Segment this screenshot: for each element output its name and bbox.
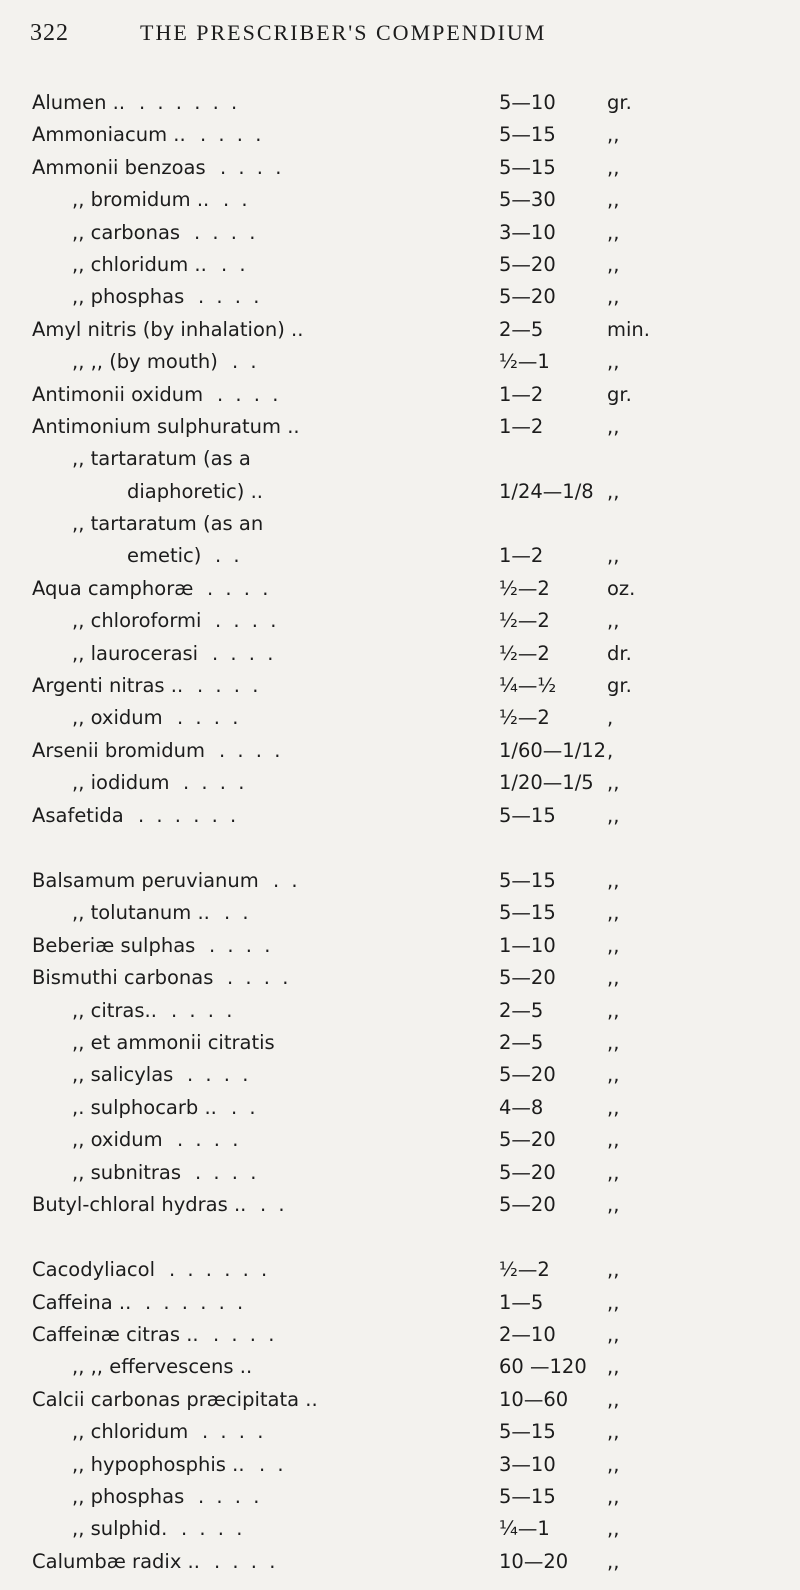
- list-item: [32, 1254, 772, 1286]
- dose-unit: ,,: [607, 220, 620, 244]
- list-item: [32, 540, 772, 572]
- list-item: [32, 1416, 772, 1448]
- leader-dots: . . . .: [183, 771, 248, 795]
- leader-dots: . . . .: [220, 155, 285, 179]
- dose-range: 5—15: [499, 1420, 556, 1444]
- leader-dots: . . . . . .: [169, 1258, 271, 1282]
- drug-name: emetic): [127, 544, 202, 568]
- dose-unit: ,,: [607, 123, 620, 147]
- dose-unit: ,,: [607, 1355, 620, 1379]
- drug-name: ,, iodidum: [72, 771, 170, 795]
- leader-dots: . .: [215, 544, 243, 568]
- list-item: [32, 1546, 772, 1578]
- dose-unit: ,,: [607, 350, 620, 374]
- dose-range: ¼—½: [499, 674, 557, 698]
- dose-unit: ,,: [607, 252, 620, 276]
- page-header: [30, 20, 770, 47]
- dose-range: 5—20: [499, 1128, 556, 1152]
- list-item: [32, 573, 772, 605]
- leader-dots: . . . .: [202, 1420, 267, 1444]
- leader-dots: . . . .: [177, 1128, 242, 1152]
- list-item: [32, 605, 772, 637]
- section-gap: [32, 832, 772, 865]
- list-item: [32, 767, 772, 799]
- dose-unit: gr.: [607, 91, 632, 114]
- dose-range: 60 —120: [499, 1355, 587, 1379]
- drug-name: Caffeina ..: [32, 1290, 132, 1314]
- list-item: [32, 184, 772, 216]
- drug-name: Argenti nitras ..: [32, 674, 184, 698]
- list-item: [32, 995, 772, 1027]
- dose-unit: ,,: [607, 1517, 620, 1541]
- dose-unit: ,,: [607, 771, 620, 795]
- list-item: [32, 152, 772, 184]
- dose-range: 5—20: [499, 252, 556, 276]
- dose-range: 2—10: [499, 1323, 556, 1347]
- dose-list: [32, 87, 772, 1578]
- dose-range: 10—20: [499, 1549, 569, 1573]
- drug-name: ,, phosphas: [72, 285, 185, 309]
- drug-name: ,, tolutanum ..: [72, 901, 210, 925]
- drug-name: Calumbæ radix ..: [32, 1549, 200, 1573]
- leader-dots: . . . .: [215, 609, 280, 633]
- list-item: [32, 865, 772, 897]
- drug-name: Ammoniacum ..: [32, 123, 186, 147]
- drug-name: ,, chloroformi: [72, 609, 202, 633]
- drug-name: ,. sulphocarb ..: [72, 1095, 217, 1119]
- list-item: [32, 800, 772, 832]
- drug-name: ,, carbonas: [72, 220, 181, 244]
- dose-range: 5—20: [499, 1063, 556, 1087]
- drug-name: ,, phosphas: [72, 1485, 185, 1509]
- dose-unit: dr.: [607, 641, 632, 665]
- dose-unit: ,,: [607, 933, 620, 957]
- list-item: [32, 1449, 772, 1481]
- drug-name: Arsenii bromidum: [32, 738, 205, 762]
- drug-name: ,, laurocerasi: [72, 641, 199, 665]
- dose-range: 3—10: [499, 1452, 556, 1476]
- leader-dots: . .: [224, 901, 252, 925]
- drug-name: Beberiæ sulphas: [32, 933, 196, 957]
- dose-range: ½—2: [499, 1258, 550, 1282]
- page-number: 322: [30, 20, 69, 46]
- list-item: [32, 897, 772, 929]
- list-item: [32, 281, 772, 313]
- drug-name: ,, tartaratum (as a: [72, 447, 251, 471]
- dose-unit: ,,: [607, 1387, 620, 1411]
- list-item: [32, 1124, 772, 1156]
- leader-dots: . . . .: [200, 123, 265, 147]
- list-item: [32, 1027, 772, 1059]
- leader-dots: . . . .: [209, 933, 274, 957]
- drug-name: Aqua camphoræ: [32, 576, 194, 600]
- list-item: [32, 443, 772, 475]
- dose-unit: ,,: [607, 1323, 620, 1347]
- drug-name: ,, chloridum: [72, 1420, 189, 1444]
- dose-unit: ,: [607, 706, 614, 730]
- leader-dots: . . . .: [227, 966, 292, 990]
- list-item: [32, 1059, 772, 1091]
- dose-range: 1/60—1/12: [499, 738, 607, 762]
- dose-range: 5—20: [499, 966, 556, 990]
- dose-unit: ,,: [607, 803, 620, 827]
- list-item: [32, 249, 772, 281]
- list-item: [32, 735, 772, 767]
- dose-range: 2—5: [499, 998, 544, 1022]
- dose-unit: ,,: [607, 1030, 620, 1054]
- leader-dots: . . . .: [194, 220, 259, 244]
- drug-name: Butyl-chloral hydras ..: [32, 1192, 247, 1216]
- leader-dots: . . . . . .: [139, 91, 241, 114]
- leader-dots: . . . .: [213, 1323, 278, 1347]
- dose-unit: ,,: [607, 1549, 620, 1573]
- list-item: [32, 670, 772, 702]
- leader-dots: . . . . . .: [138, 803, 240, 827]
- dose-range: 4—8: [499, 1095, 544, 1119]
- dose-unit: ,,: [607, 544, 620, 568]
- leader-dots: . . . .: [171, 998, 236, 1022]
- dose-range: 5—15: [499, 155, 556, 179]
- drug-name: ,, salicylas: [72, 1063, 174, 1087]
- dose-range: 2—5: [499, 1030, 544, 1054]
- drug-name: ,, oxidum: [72, 1128, 163, 1152]
- list-item: [32, 1481, 772, 1513]
- dose-unit: gr.: [607, 674, 632, 698]
- dose-unit: ,,: [607, 1128, 620, 1152]
- dose-range: 1—2: [499, 414, 544, 438]
- dose-unit: ,,: [607, 188, 620, 212]
- leader-dots: . . . .: [198, 1485, 263, 1509]
- leader-dots: . . . .: [177, 706, 242, 730]
- dose-unit: ,,: [607, 414, 620, 438]
- dose-unit: ,,: [607, 479, 620, 503]
- drug-name: Asafetida: [32, 803, 124, 827]
- drug-name: diaphoretic) ..: [127, 479, 263, 503]
- list-item: [32, 1092, 772, 1124]
- leader-dots: . . . .: [198, 285, 263, 309]
- drug-name: Caffeinæ citras ..: [32, 1323, 199, 1347]
- dose-range: 5—20: [499, 1192, 556, 1216]
- drug-name: Amyl nitris (by inhalation) ..: [32, 317, 304, 341]
- dose-range: 1/20—1/5: [499, 771, 594, 795]
- drug-name: ,, ,, effervescens ..: [72, 1355, 253, 1379]
- drug-name: ,, oxidum: [72, 706, 163, 730]
- leader-dots: . .: [221, 252, 249, 276]
- dose-range: ½—2: [499, 641, 550, 665]
- list-item: [32, 1287, 772, 1319]
- dose-unit: ,,: [607, 1192, 620, 1216]
- dose-unit: ,: [607, 738, 614, 762]
- dose-unit: ,,: [607, 1290, 620, 1314]
- dose-range: 5—15: [499, 868, 556, 892]
- drug-name: Cacodyliacol: [32, 1258, 155, 1282]
- drug-name: ,, tartaratum (as an: [72, 512, 264, 536]
- dose-range: ½—2: [499, 706, 550, 730]
- drug-name: Alumen ..: [32, 91, 126, 114]
- drug-name: Ammonii benzoas: [32, 155, 206, 179]
- dose-unit: ,,: [607, 1452, 620, 1476]
- dose-unit: ,,: [607, 1063, 620, 1087]
- list-item: [32, 379, 772, 411]
- dose-unit: min.: [607, 317, 650, 341]
- dose-range: 5—15: [499, 1485, 556, 1509]
- section-gap: [32, 1221, 772, 1254]
- leader-dots: . . . .: [181, 1517, 246, 1541]
- dose-range: 10—60: [499, 1387, 569, 1411]
- list-item: [32, 1384, 772, 1416]
- list-item: [32, 119, 772, 151]
- dose-unit: ,,: [607, 1160, 620, 1184]
- drug-name: Calcii carbonas præcipitata ..: [32, 1387, 318, 1411]
- dose-unit: ,,: [607, 155, 620, 179]
- list-item: [32, 508, 772, 540]
- list-item: [32, 217, 772, 249]
- dose-unit: ,,: [607, 285, 620, 309]
- leader-dots: . .: [273, 868, 301, 892]
- dose-range: 1—2: [499, 544, 544, 568]
- dose-unit: ,,: [607, 998, 620, 1022]
- drug-name: Bismuthi carbonas: [32, 966, 214, 990]
- dose-unit: ,,: [607, 868, 620, 892]
- list-item: [32, 1189, 772, 1221]
- drug-name: ,, chloridum ..: [72, 252, 207, 276]
- leader-dots: . . . .: [187, 1063, 252, 1087]
- drug-name: ,, subnitras: [72, 1160, 182, 1184]
- dose-unit: ,,: [607, 1095, 620, 1119]
- list-item: [32, 346, 772, 378]
- leader-dots: . . . .: [197, 674, 262, 698]
- dose-range: 3—10: [499, 220, 556, 244]
- leader-dots: . . . .: [207, 576, 272, 600]
- drug-name: ,, et ammonii citratis: [72, 1030, 275, 1054]
- drug-name: Antimonium sulphuratum ..: [32, 414, 300, 438]
- leader-dots: . . . . . .: [145, 1290, 247, 1314]
- list-item: [32, 87, 772, 119]
- list-item: [32, 1319, 772, 1351]
- list-item: [32, 476, 772, 508]
- drug-name: Antimonii oxidum: [32, 382, 204, 406]
- list-item: [32, 314, 772, 346]
- dose-range: 1—5: [499, 1290, 544, 1314]
- dose-unit: ,,: [607, 1485, 620, 1509]
- dose-unit: ,,: [607, 1420, 620, 1444]
- dose-range: 5—10: [499, 91, 556, 114]
- list-item: [32, 638, 772, 670]
- leader-dots: . .: [259, 1452, 287, 1476]
- drug-name: ,, citras..: [72, 998, 157, 1022]
- dose-range: 5—15: [499, 803, 556, 827]
- list-item: [32, 1351, 772, 1383]
- dose-range: 2—5: [499, 317, 544, 341]
- dose-range: ¼—1: [499, 1517, 550, 1541]
- drug-name: ,, ,, (by mouth): [72, 350, 218, 374]
- leader-dots: . . . .: [219, 738, 284, 762]
- list-item: [32, 930, 772, 962]
- dose-unit: ,,: [607, 609, 620, 633]
- dose-unit: ,,: [607, 901, 620, 925]
- leader-dots: . . . .: [217, 382, 282, 406]
- dose-range: ½—1: [499, 350, 550, 374]
- drug-name: ,, hypophosphis ..: [72, 1452, 245, 1476]
- leader-dots: . .: [231, 1095, 259, 1119]
- dose-unit: gr.: [607, 382, 632, 406]
- leader-dots: . . . .: [214, 1549, 279, 1573]
- leader-dots: . .: [232, 350, 260, 374]
- drug-name: Balsamum peruvianum: [32, 868, 259, 892]
- dose-unit: ,,: [607, 1258, 620, 1282]
- drug-name: ,, sulphid.: [72, 1517, 168, 1541]
- dose-unit: oz.: [607, 576, 636, 600]
- dose-range: ½—2: [499, 609, 550, 633]
- leader-dots: . .: [260, 1192, 288, 1216]
- list-item: [32, 962, 772, 994]
- dose-range: 1—2: [499, 382, 544, 406]
- leader-dots: . .: [223, 188, 251, 212]
- list-item: [32, 702, 772, 734]
- leader-dots: . . . .: [195, 1160, 260, 1184]
- dose-range: 5—15: [499, 901, 556, 925]
- list-item: [32, 1513, 772, 1545]
- list-item: [32, 411, 772, 443]
- dose-range: 5—15: [499, 123, 556, 147]
- dose-unit: ,,: [607, 966, 620, 990]
- dose-range: 5—20: [499, 1160, 556, 1184]
- dose-range: 5—20: [499, 285, 556, 309]
- drug-name: ,, bromidum ..: [72, 188, 210, 212]
- leader-dots: . . . .: [212, 641, 277, 665]
- dose-range: ½—2: [499, 576, 550, 600]
- list-item: [32, 1157, 772, 1189]
- dose-range: 1/24—1/8: [499, 479, 594, 503]
- dose-range: 5—30: [499, 188, 556, 212]
- page-title: THE PRESCRIBER'S COMPENDIUM: [140, 20, 547, 45]
- dose-range: 1—10: [499, 933, 556, 957]
